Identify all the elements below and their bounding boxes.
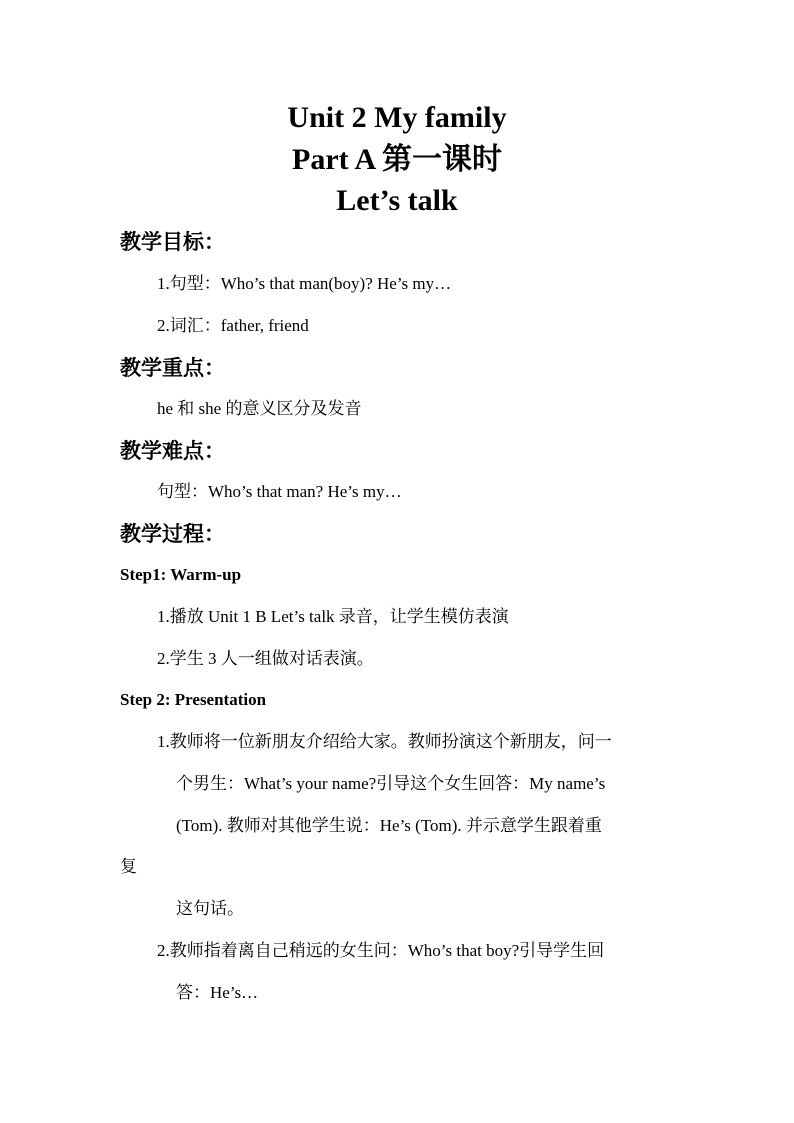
objective-item: 1.句型：Who’s that man(boy)? He’s my… (157, 274, 452, 293)
unit-title: Unit 2 My family (287, 101, 507, 134)
step2-title: Step 2: Presentation (120, 690, 267, 709)
objectives-heading: 教学目标： (120, 230, 225, 254)
step2-item2-line: 答：He’s… (176, 983, 259, 1002)
step1-title: Step1: Warm-up (120, 565, 242, 584)
step2-item1-line: 1.教师将一位新朋友介绍给大家。教师扮演这个新朋友，问一 (157, 732, 612, 751)
step1-item: 1.播放 Unit 1 B Let’s talk 录音，让学生模仿表演 (157, 607, 509, 626)
objective-item: 2.词汇：father, friend (157, 316, 309, 335)
step2-item1-line: (Tom). 教师对其他学生说：He’s (Tom). 并示意学生跟着重 (176, 816, 602, 835)
difficulties-text: 句型：Who’s that man? He’s my… (157, 482, 402, 501)
key-points-text: he 和 she 的意义区分及发音 (157, 399, 362, 418)
difficulties-heading: 教学难点： (120, 439, 225, 463)
process-heading: 教学过程： (120, 522, 225, 546)
step2-item1-line: 这句话。 (176, 899, 244, 918)
step2-item1-line: 复 (120, 857, 137, 876)
step2-item1-line: 个男生：What’s your name?引导这个女生回答：My name’s (176, 774, 606, 793)
lesson-title: Let’s talk (336, 184, 458, 217)
step2-item2-line: 2.教师指着离自己稍远的女生问：Who’s that boy?引导学生回 (157, 941, 605, 960)
key-points-heading: 教学重点： (120, 356, 225, 380)
step1-item: 2.学生 3 人一组做对话表演。 (157, 649, 374, 668)
part-title: Part A 第一课时 (292, 143, 502, 176)
